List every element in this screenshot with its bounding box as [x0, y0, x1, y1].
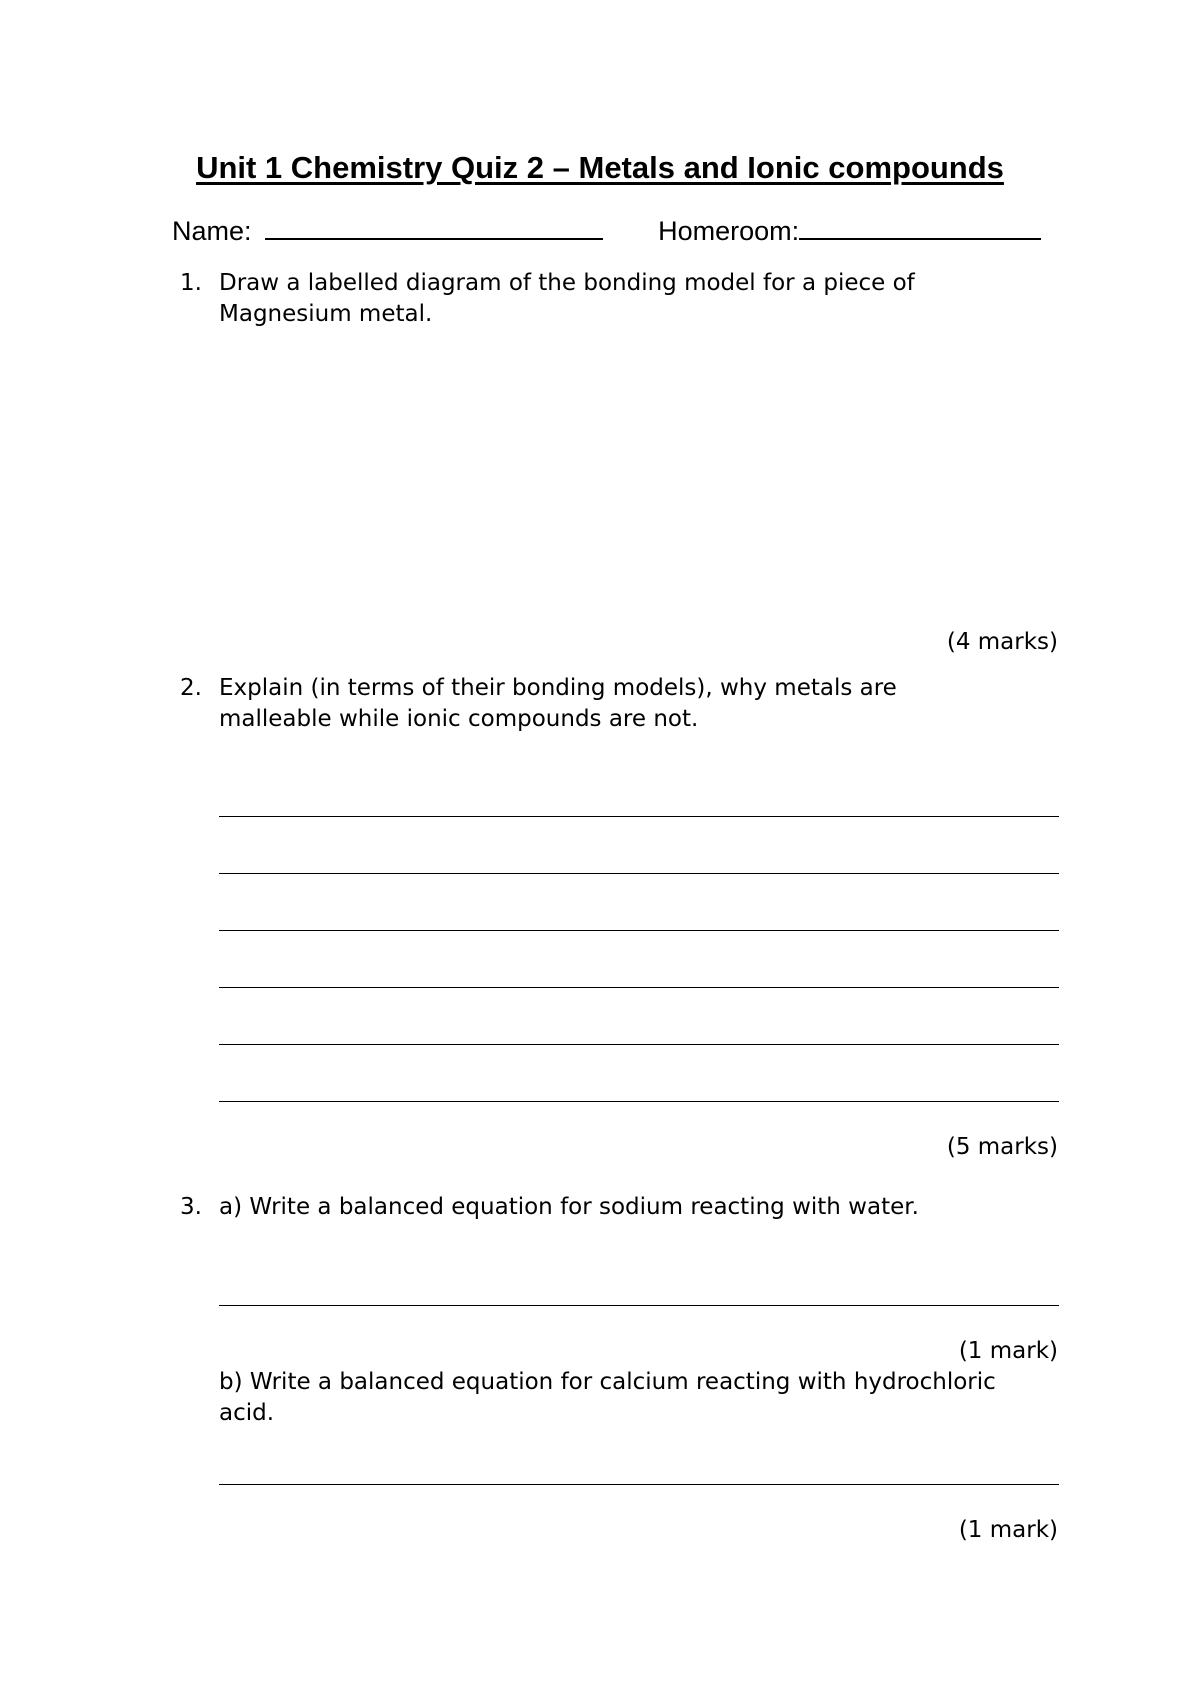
- question-part-b-text: acid.: [219, 1400, 275, 1426]
- homeroom-field[interactable]: [799, 214, 1041, 240]
- answer-line[interactable]: [219, 987, 1059, 988]
- answer-line[interactable]: [219, 816, 1059, 817]
- question-number: 3.: [180, 1194, 202, 1220]
- question-text-line: Explain (in terms of their bonding models), why metals are: [219, 675, 897, 701]
- answer-line[interactable]: [219, 873, 1059, 874]
- marks-label: (1 mark): [958, 1517, 1058, 1543]
- question-text-line: Magnesium metal.: [219, 301, 433, 327]
- marks-label: (5 marks): [946, 1134, 1058, 1160]
- diagram-drawing-area[interactable]: [219, 340, 1059, 610]
- question-part-b-text: b) Write a balanced equation for calcium reacting with hydrochloric: [219, 1369, 996, 1395]
- answer-line[interactable]: [219, 1101, 1059, 1102]
- question-text-line: Draw a labelled diagram of the bonding model for a piece of: [219, 270, 915, 296]
- question-number: 2.: [180, 675, 202, 701]
- marks-label: (4 marks): [946, 629, 1058, 655]
- student-info-row: [172, 214, 1041, 247]
- question-part-a-text: a) Write a balanced equation for sodium reacting with water.: [219, 1194, 919, 1220]
- question-text-line: malleable while ionic compounds are not.: [219, 706, 699, 732]
- name-label: Name:: [172, 216, 252, 246]
- homeroom-label: Homeroom:: [658, 216, 800, 246]
- answer-line[interactable]: [219, 930, 1059, 931]
- answer-line[interactable]: [219, 1044, 1059, 1045]
- marks-label: (1 mark): [958, 1338, 1058, 1364]
- answer-line[interactable]: [219, 1484, 1059, 1485]
- question-number: 1.: [180, 270, 202, 296]
- name-field[interactable]: [265, 214, 603, 240]
- page-title: Unit 1 Chemistry Quiz 2 – Metals and Ionic compounds: [196, 150, 1004, 185]
- answer-line[interactable]: [219, 1305, 1059, 1306]
